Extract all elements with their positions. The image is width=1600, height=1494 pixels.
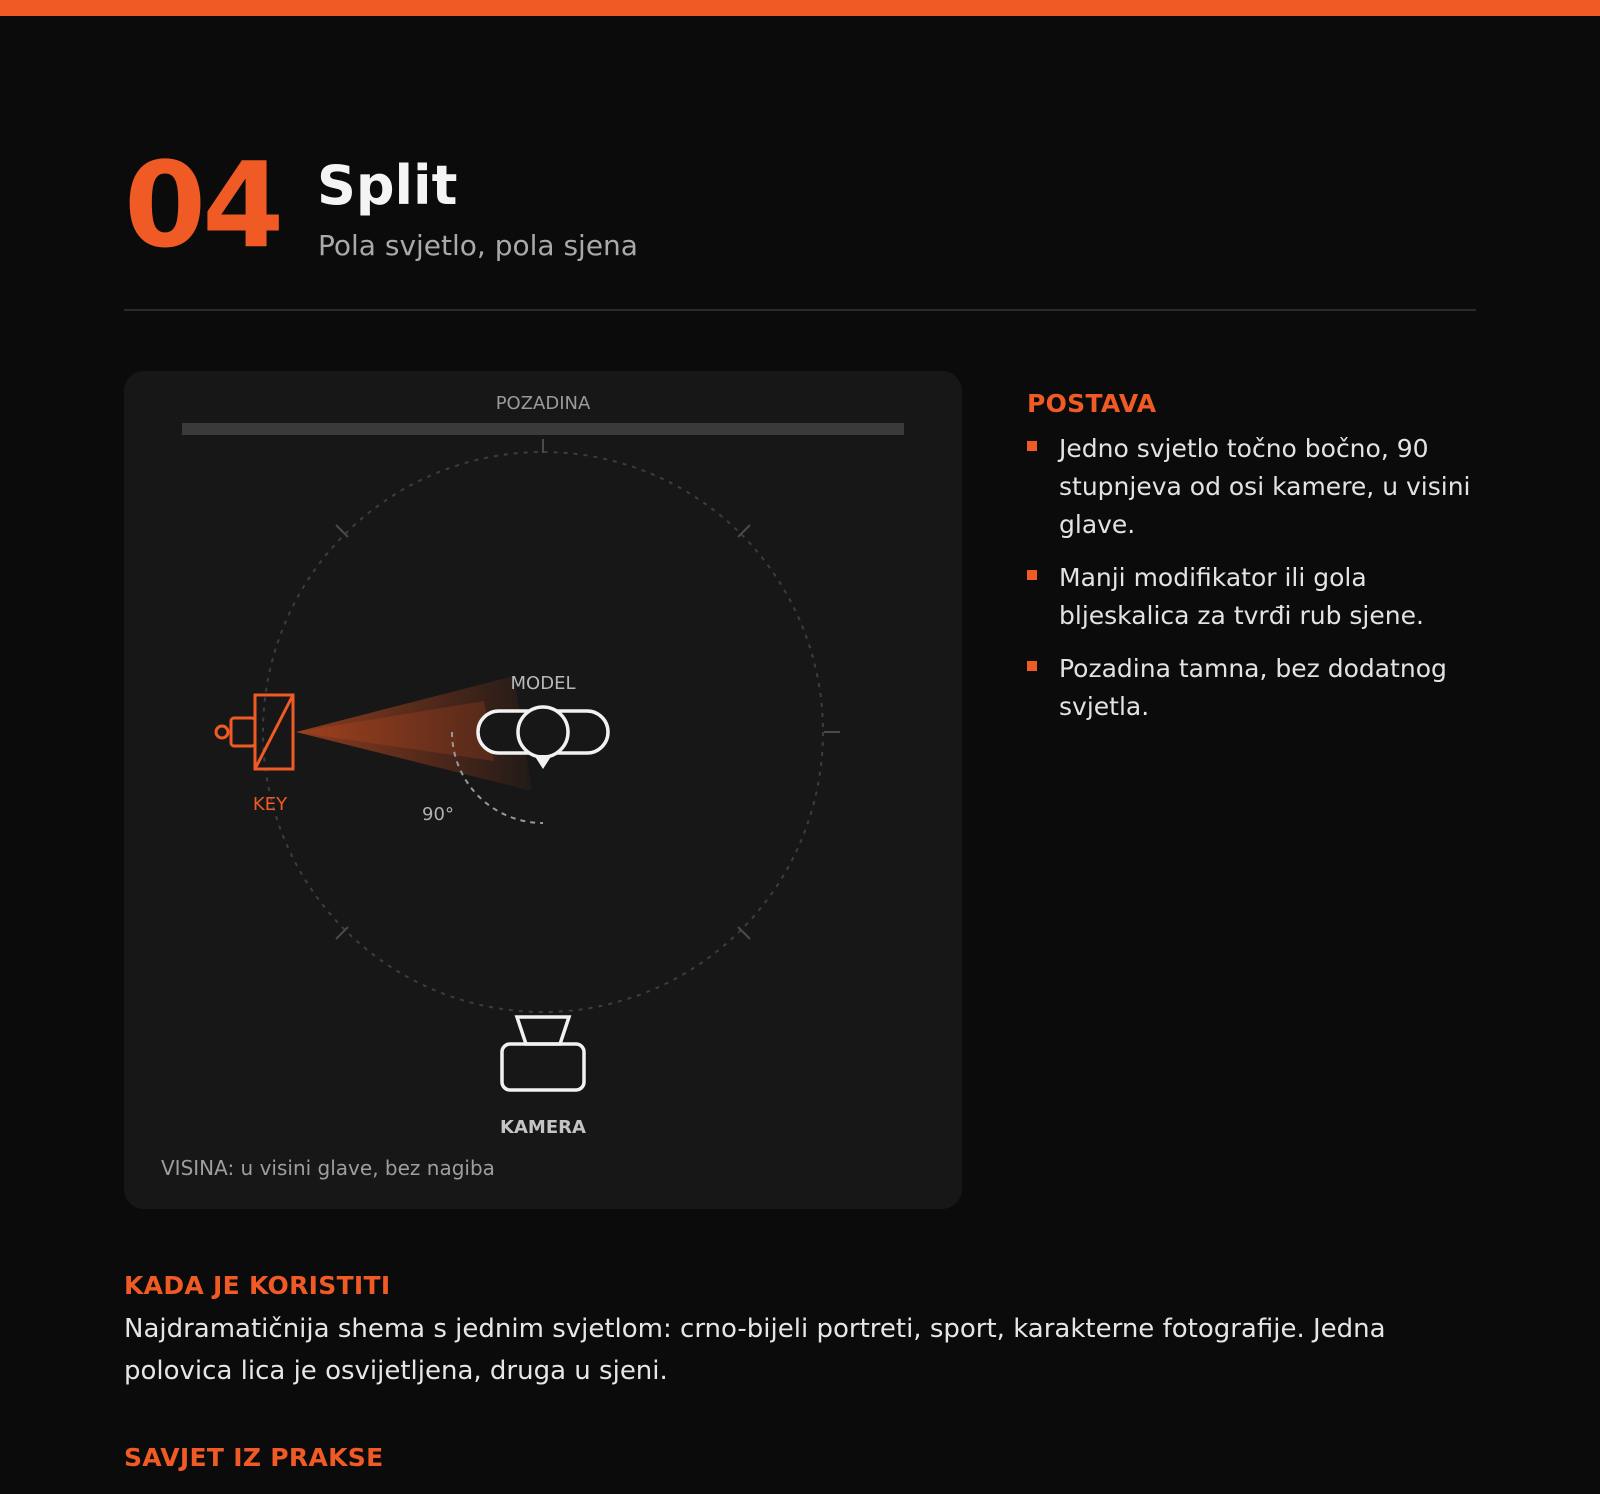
list-item — [1027, 430, 1477, 544]
key-light-icon — [216, 695, 293, 769]
usage-text: Najdramatičnija shema s jednim svjetlom: crno-bijeli portreti, sport, karakterne fotografije. Jedna polovica lica je osvijetljena, druga u sjeni. — [124, 1314, 1386, 1386]
setup-item-text: Pozadina tamna, bez dodatnog svjetla. — [1059, 654, 1447, 721]
setup-list — [1027, 430, 1477, 726]
angle-label: 90° — [422, 804, 454, 825]
backdrop-label: POZADINA — [495, 393, 591, 414]
setup-heading: POSTAVA — [1027, 389, 1157, 418]
model-nose — [534, 755, 552, 769]
bullet-square — [1027, 570, 1037, 580]
usage-heading: KADA JE KORISTITI — [124, 1271, 391, 1300]
header-divider — [124, 309, 1476, 311]
model-icon — [478, 707, 608, 757]
tip-section — [124, 1442, 1476, 1474]
key-light-label: KEY — [252, 794, 288, 815]
diagram-canvas — [124, 371, 962, 1209]
tip-heading: SAVJET IZ PRAKSE — [124, 1443, 384, 1472]
lighting-diagram — [124, 371, 962, 1209]
usage-section — [124, 1270, 1476, 1392]
model-label: MODEL — [510, 673, 576, 694]
top-accent-bar — [0, 0, 1600, 16]
camera-label: KAMERA — [500, 1117, 586, 1138]
list-item — [1027, 650, 1477, 726]
section-title: Split — [317, 154, 458, 217]
section-subtitle: Pola svjetlo, pola sjena — [318, 229, 638, 262]
height-note: VISINA: u visini glave, bez nagiba — [161, 1156, 495, 1180]
setup-item-text: Jedno svjetlo točno bočno, 90 stupnjeva od osi kamere, u visini glave. — [1059, 434, 1471, 539]
bullet-square — [1027, 661, 1037, 671]
list-item — [1027, 559, 1477, 635]
camera-icon — [502, 1017, 584, 1090]
section-number: 04 — [124, 136, 281, 274]
backdrop-bar — [182, 423, 904, 435]
setup-section — [1027, 388, 1477, 741]
setup-item-text: Manji modifikator ili gola bljeskalica za tvrđi rub sjene. — [1059, 563, 1424, 630]
bullet-square — [1027, 441, 1037, 451]
